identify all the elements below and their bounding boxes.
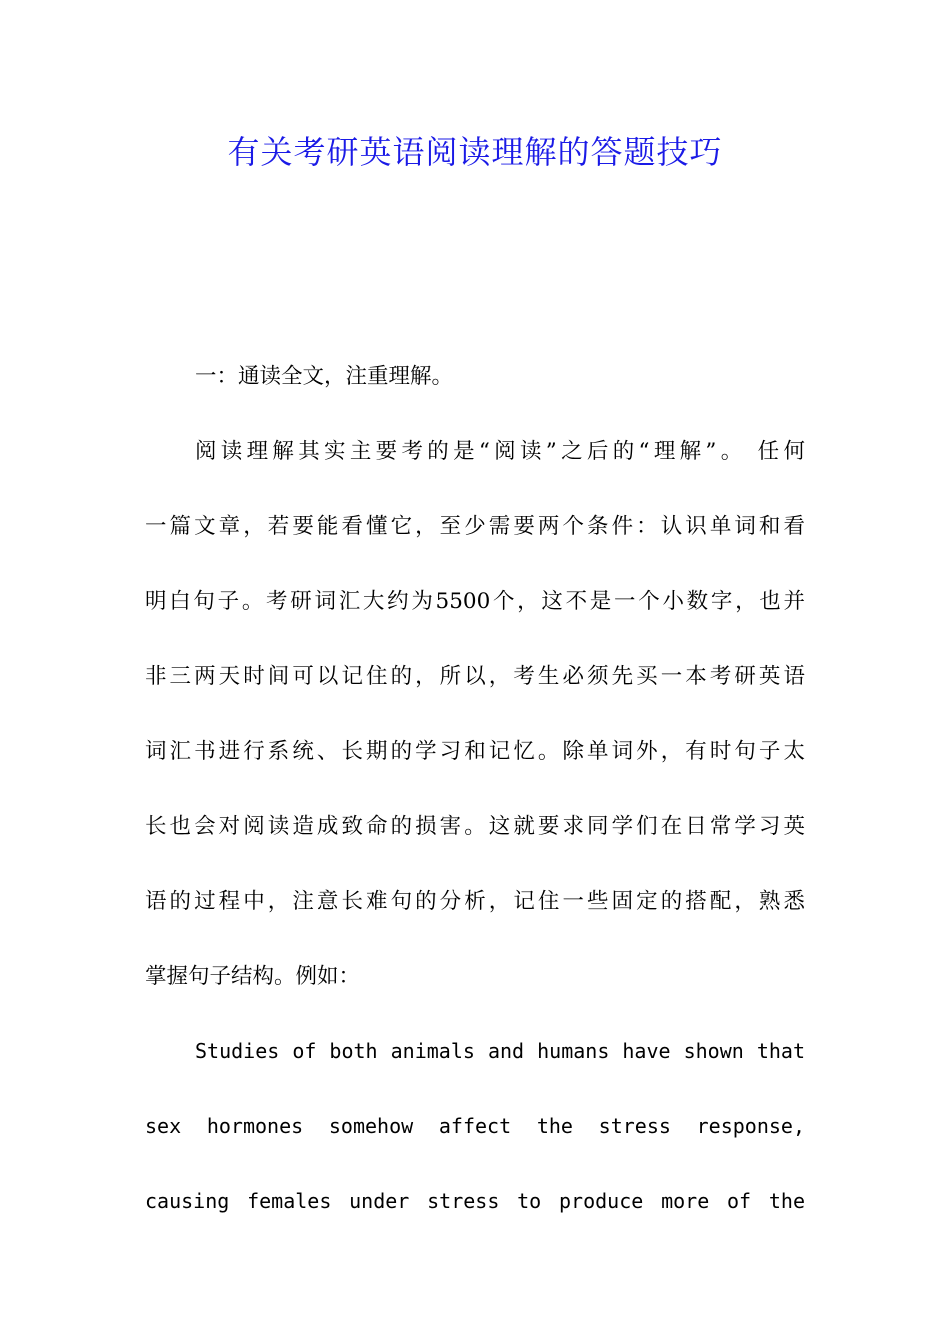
document-title: 有关考研英语阅读理解的答题技巧 xyxy=(227,133,723,171)
paragraph xyxy=(145,414,805,1014)
paragraph-line: 一篇文章，若要能看懂它，至少需要两个条件：认识单词和看 xyxy=(145,514,805,539)
document-body xyxy=(145,339,805,1239)
paragraph-line: 非三两天时间可以记住的，所以，考生必须先买一本考研英语 xyxy=(145,664,805,689)
example-line: Studies of both animals and humans have shown that xyxy=(195,1039,805,1063)
paragraph-line: 长也会对阅读造成致命的损害。这就要求同学们在日常学习英 xyxy=(145,814,805,839)
example-line: causing females under stress to produce more of the xyxy=(145,1189,805,1213)
paragraph-line: 掌握句子结构。例如： xyxy=(145,964,361,989)
section-heading: 一：通读全文，注重理解。 xyxy=(195,364,454,389)
paragraph-line: 阅读理解其实主要考的是“阅读”之后的“理解”。 任何 xyxy=(195,439,805,464)
paragraph-line: 明白句子。考研词汇大约为5500个，这不是一个小数字，也并 xyxy=(145,589,805,614)
paragraph-line: 语的过程中，注意长难句的分析，记住一些固定的搭配，熟悉 xyxy=(145,889,805,914)
english-example xyxy=(145,1014,805,1239)
paragraph-line: 词汇书进行系统、长期的学习和记忆。除单词外，有时句子太 xyxy=(145,739,805,764)
example-line: sex hormones somehow affect the stress response, xyxy=(145,1114,805,1138)
